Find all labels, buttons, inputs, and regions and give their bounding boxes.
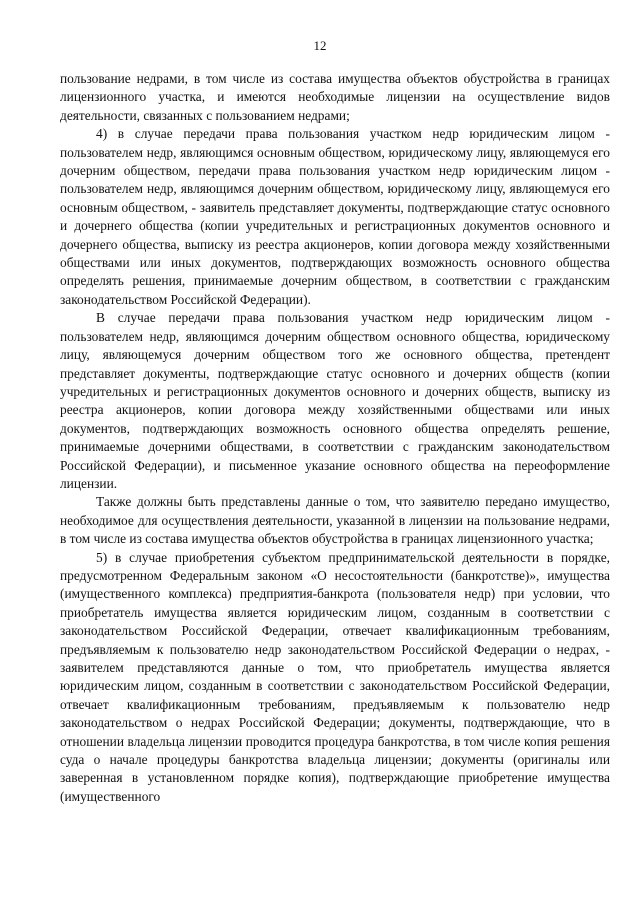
paragraph: 5) в случае приобретения субъектом предпринимательской деятельности в порядке, предусмотренном Федеральным законом «О несостоятельности (банкротстве)», имущества (имущественного комплекса) предприятия-банкрота (пользователя недр) при условии, что приобретатель имущества является юридическим лицом, созданным в соответствии с законодательством Российской Федерации, отвечает квалификационным требованиям, предъявляемым к пользователю недр законодательством Российской Федерации о недрах, - заявителем представляются данные о том, что приобретатель имущества является юридическим лицом, созданным в соответствии с законодательством Российской Федерации, отвечает квалификационным требованиям, предъявляемым к пользователю недр законодательством о недрах Российской Федерации; документы, подтверждающие, что в отношении владельца лицензии проводится процедура банкротства, в том числе копия решения суда о начале процедуры банкротства владельца лицензии; документы (оригиналы или заверенная в установленном порядке копия), подтверждающие приобретение имущества (имущественного xyxy=(60,549,610,804)
paragraph: пользование недрами, в том числе из состава имущества объектов обустройства в границах лицензионного участка, и имеются необходимые лицензии на осуществление видов деятельности, связанных с пользованием недрами; xyxy=(60,71,610,123)
page-number: 12 xyxy=(313,38,327,53)
paragraph: В случае передачи права пользования участком недр юридическим лицом - пользователем недр, являющимся дочерним обществом основного общества, юридическому лицу, являющемуся дочерним обществом того же основного общества, претендент представляет документы, подтверждающие статус основного и дочерних обществ (копии учредительных и регистрационных документов основного и дочерних обществ, выписку из реестра акционеров, копии договора между хозяйственными обществами или иных документов, подтверждающих возможность основного общества определять решение, принимаемые дочерними обществами, в соответствии с гражданским законодательством Российской Федерации), и письменное указание основного общества на переоформление лицензии. xyxy=(60,310,610,491)
paragraph: Также должны быть представлены данные о том, что заявителю передано имущество, необходимое для осуществления деятельности, указанной в лицензии на пользование недрами, в том числе из состава имущества объектов обустройства в границах лицензионного участка; xyxy=(60,494,610,547)
document-body xyxy=(60,70,610,806)
paragraph: 4) в случае передачи права пользования участком недр юридическим лицом - пользователем недр, являющимся основным обществом, юридическому лицу, являющемуся его дочерним обществом, передачи права пользования участком недр юридическим лицом - пользователем недр, являющимся дочерним обществом, юридическому лицу, являющемуся его основным обществом, - заявитель представляет документы, подтверждающие статус основного и дочернего общества (копии учредительных и регистрационных документов основного и дочернего общества, выписку из реестра акционеров, копии договора между хозяйственными обществами или иных документов, подтверждающих возможность основного общества определять решения, принимаемые дочерним обществом, в соответствии с гражданским законодательством Российской Федерации). xyxy=(60,126,610,307)
